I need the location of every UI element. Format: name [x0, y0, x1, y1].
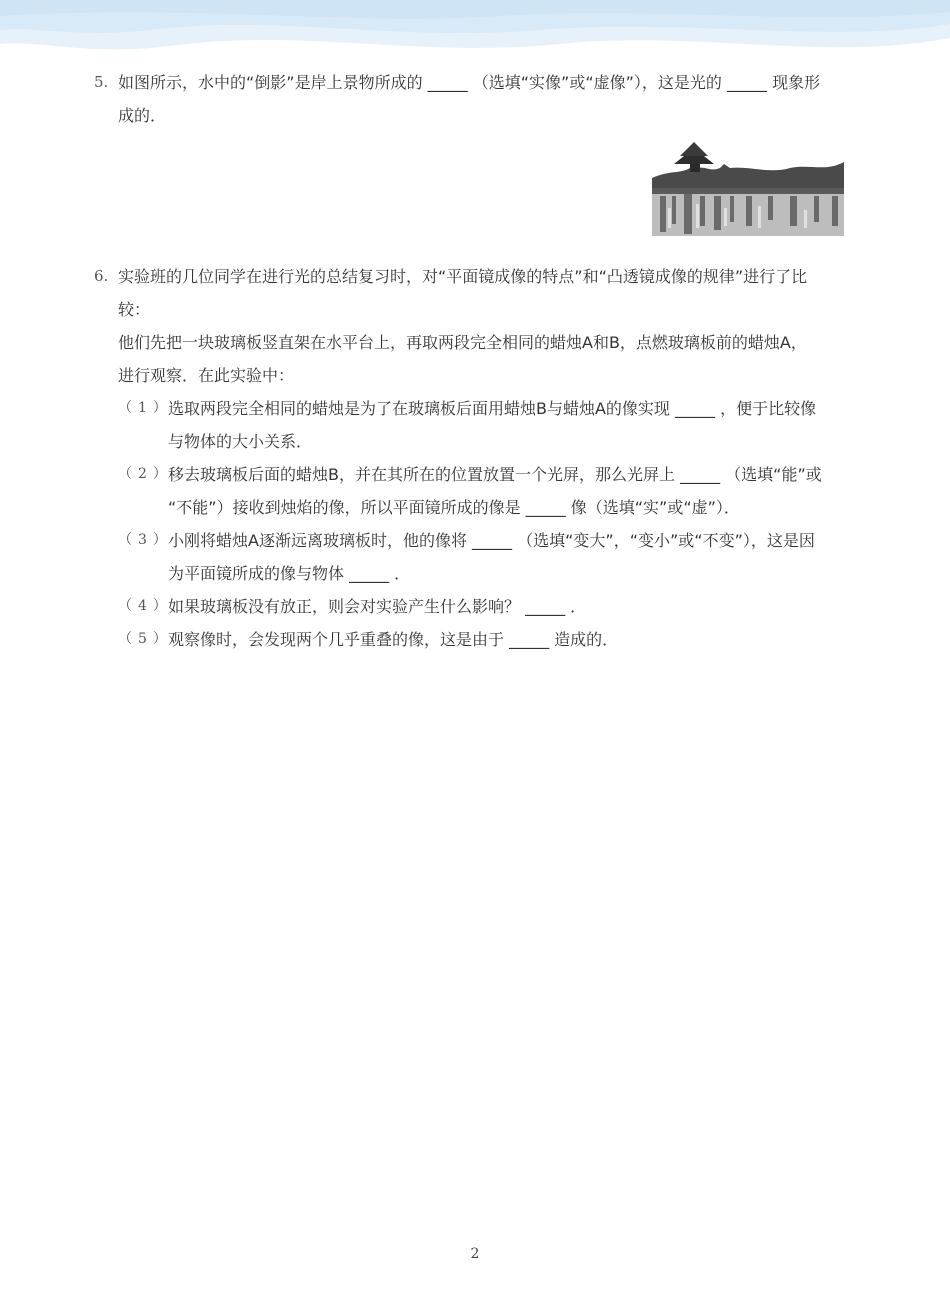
sub-question-4 — [94, 590, 854, 623]
question-text-line: 如图所示，水中的“倒影”是岸上景物所成的 _____ （选填“实像”或“虚像”），这是光的 _____ 现象形 — [118, 73, 821, 92]
sub-question-text: 如果玻璃板没有放正，则会对实验产生什么影响？ _____ ． — [168, 597, 587, 616]
sub-question-label: （5） — [118, 631, 173, 647]
question-6 — [94, 260, 854, 656]
question-5 — [94, 66, 854, 132]
header-wave-decoration — [0, 0, 950, 70]
question-text-line: 进行观察．在此实验中： — [118, 366, 295, 385]
sub-question-text: 与物体的大小关系． — [168, 432, 313, 451]
sub-question-2 — [94, 458, 854, 524]
sub-question-text: 为平面镜所成的像与物体 _____ ． — [168, 564, 411, 583]
sub-question-label: （3） — [118, 532, 173, 548]
question-text-line: 成的． — [118, 106, 167, 125]
sub-question-text: 选取两段完全相同的蜡烛是为了在玻璃板后面用蜡烛B与蜡烛A的像实现 _____ ，便于比较像 — [168, 399, 817, 418]
page-number: 2 — [470, 1246, 480, 1262]
sub-question-text: “不能”）接收到烛焰的像，所以平面镜所成的像是 _____ 像（选填“实”或“虚”）． — [168, 498, 740, 517]
sub-question-3 — [94, 524, 854, 590]
sub-question-text: 小刚将蜡烛A逐渐远离玻璃板时，他的像将 _____ （选填“变大”，“变小”或“不变”），这是因 — [168, 531, 815, 550]
sub-question-1 — [94, 392, 854, 458]
question-number: 5. — [94, 73, 109, 91]
question-text-line: 较： — [118, 300, 151, 319]
sub-question-label: （1） — [118, 400, 173, 416]
question-number: 6. — [94, 267, 109, 285]
pavilion-reflection-photo — [650, 138, 846, 238]
sub-question-label: （4） — [118, 598, 173, 614]
sub-question-text: 移去玻璃板后面的蜡烛B，并在其所在的位置放置一个光屏，那么光屏上 _____ （选填“能”或 — [168, 465, 822, 484]
sub-question-5 — [94, 623, 854, 656]
sub-question-label: （2） — [118, 466, 173, 482]
question-text-line: 实验班的几位同学在进行光的总结复习时，对“平面镜成像的特点”和“凸透镜成像的规律”进行了比 — [118, 267, 808, 286]
question-text-line: 他们先把一块玻璃板竖直架在水平台上，再取两段完全相同的蜡烛A和B，点燃玻璃板前的蜡烛A， — [118, 333, 807, 352]
sub-question-text: 观察像时，会发现两个几乎重叠的像，这是由于 _____ 造成的． — [168, 630, 619, 649]
